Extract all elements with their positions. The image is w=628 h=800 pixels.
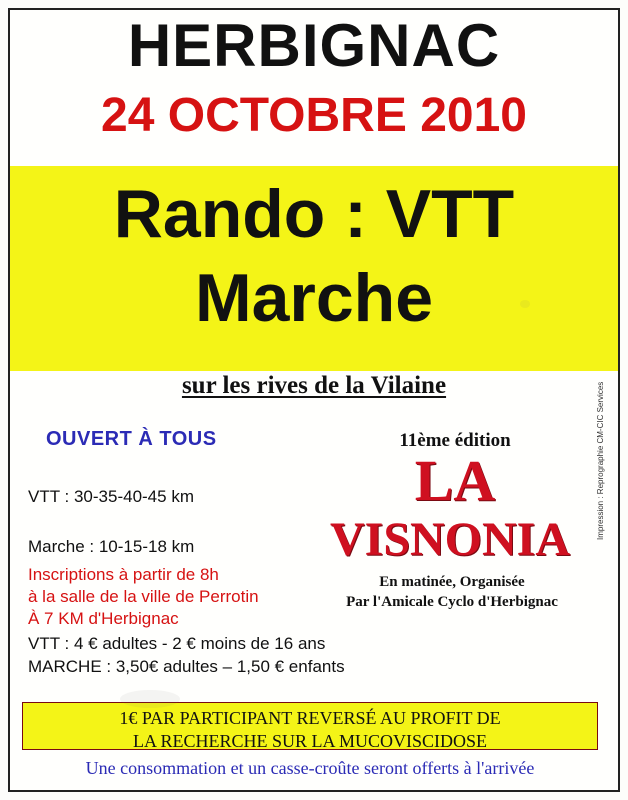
edition-label: 11ème édition	[399, 430, 511, 451]
club-logo-line-2: VISNONIA	[329, 513, 571, 566]
price-marche: MARCHE : 3,50€ adultes – 1,50 € enfants	[28, 657, 345, 676]
price-vtt: VTT : 4 € adultes - 2 € moins de 16 ans	[28, 634, 326, 653]
charity-line-1: 1€ PAR PARTICIPANT REVERSÉ AU PROFIT DE	[119, 708, 501, 728]
event-type-marche: Marche	[194, 260, 434, 336]
registration-line-3: À 7 KM d'Herbignac	[28, 609, 179, 628]
event-date: 24 OCTOBRE 2010	[101, 89, 527, 142]
print-credit: Impression : Reprographie CM-CIC Services	[596, 381, 605, 540]
registration-line-2: à la salle de la ville de Perrotin	[28, 587, 259, 606]
organiser-info	[312, 572, 592, 613]
registration-line-1: Inscriptions à partir de 8h	[28, 565, 219, 584]
refreshments-notice: Une consommation et un casse-croûte seront offerts à l'arrivée	[85, 758, 535, 778]
page-title: HERBIGNAC	[127, 12, 501, 79]
club-logo-line-1: LA	[414, 448, 496, 513]
charity-line-2: LA RECHERCHE SUR LA MUCOVISCIDOSE	[132, 730, 488, 751]
distances-vtt: VTT : 30-35-40-45 km	[28, 487, 194, 506]
organiser-line-1: En matinée, Organisée	[379, 574, 525, 590]
event-subtitle: sur les rives de la Vilaine	[181, 372, 447, 399]
organiser-line-2: Par l'Amicale Cyclo d'Herbignac	[346, 594, 558, 611]
highlight-band	[10, 166, 618, 371]
distances-marche: Marche : 10-15-18 km	[28, 537, 195, 556]
charity-notice	[22, 702, 598, 750]
event-type-vtt: Rando : VTT	[113, 176, 515, 252]
open-to-all-label: OUVERT À TOUS	[46, 428, 217, 450]
